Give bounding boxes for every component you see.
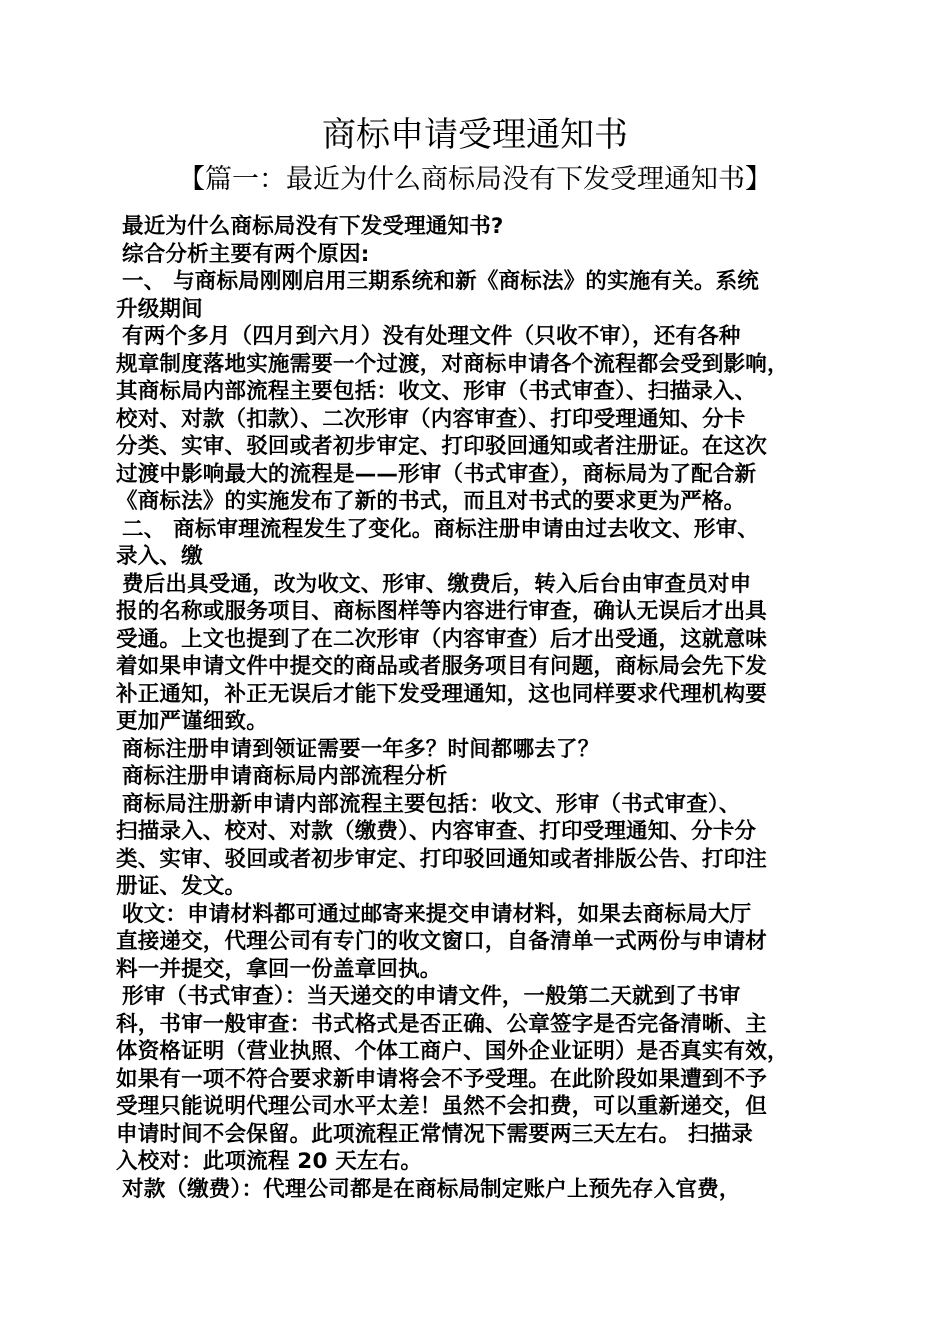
body-line: 费后出具受通，改为收文、形审、缴费后，转入后台由审查员对申 <box>122 571 752 597</box>
body-line: 如果有一项不符合要求新申请将会不予受理。在此阶段如果遭到不予 <box>116 1066 768 1092</box>
body-line: 报的名称或服务项目、商标图样等内容进行审查，确认无误后才出具 <box>116 599 768 624</box>
body-line: 形审（书式审查）：当天递交的申请文件，一般第二天就到了书审 <box>122 984 741 1009</box>
body-line: 二、 商标审理流程发生了变化。商标注册申请由过去收文、形审、 <box>122 516 759 542</box>
body-line: 收文：申请材料都可通过邮寄来提交申请材料，如果去商标局大厅 <box>122 901 752 927</box>
body-line: 料一并提交，拿回一份盖章回执。 <box>116 956 442 982</box>
document-body <box>116 213 856 1203</box>
body-line: 科，书审一般审查：书式格式是否正确、公章签字是否完备清晰、主 <box>116 1011 768 1037</box>
body-line: 规章制度落地实施需要一个过渡，对商标申请各个流程都会受到影响， <box>116 351 789 377</box>
body-line: 分类、实审、驳回或者初步审定、打印驳回通知或者注册证。在这次 <box>116 434 768 459</box>
body-line: 对款（缴费）：代理公司都是在商标局制定账户上预先存入官费， <box>122 1176 741 1202</box>
body-line: 受通。上文也提到了在二次形审（内容审查）后才出受通，这就意味 <box>116 626 768 652</box>
body-line: 过渡中影响最大的流程是——形审（书式审查），商标局为了配合新 <box>116 461 757 487</box>
body-line: 直接递交，代理公司有专门的收文窗口，自备清单一式两份与申请材 <box>116 929 768 954</box>
body-line: 类、实审、驳回或者初步审定、打印驳回通知或者排版公告、打印注 <box>116 846 768 872</box>
body-line: 商标注册申请到领证需要一年多？时间都哪去了？ <box>122 736 600 762</box>
body-line: 录入、缴 <box>116 544 203 569</box>
document-title: 商标申请受理通知书 <box>322 115 628 155</box>
body-line: 着如果申请文件中提交的商品或者服务项目有问题，商标局会先下发 <box>116 654 768 679</box>
body-line: 册证、发文。 <box>116 874 247 899</box>
body-line: 有两个多月（四月到六月）没有处理文件（只收不审），还有各种 <box>122 324 741 349</box>
body-line: 升级期间 <box>116 296 203 322</box>
document-subtitle: 【篇一：最近为什么商标局没有下发受理通知书】 <box>178 164 772 195</box>
body-line: 申请时间不会保留。此项流程正常情况下需要两三天左右。 扫描录 <box>116 1121 753 1147</box>
body-line: 最近为什么商标局没有下发受理通知书? <box>122 214 504 239</box>
body-line: 受理只能说明代理公司水平太差！虽然不会扣费，可以重新递交，但 <box>116 1094 768 1119</box>
body-line: 《商标法》的实施发布了新的书式，而且对书式的要求更为严格。 <box>116 489 746 514</box>
body-line: 扫描录入、校对、对款（缴费）、内容审查、打印受理通知、分卡分 <box>116 819 757 844</box>
body-line: 商标注册申请商标局内部流程分析 <box>122 764 448 789</box>
body-line: 体资格证明（营业执照、个体工商户、国外企业证明）是否真实有效， <box>116 1039 789 1064</box>
body-line: 更加严谨细致。 <box>116 709 268 734</box>
body-line: 一、 与商标局刚刚启用三期系统和新《商标法》的实施有关。系统 <box>122 269 759 294</box>
body-line: 补正通知，补正无误后才能下发受理通知，这也同样要求代理机构要 <box>116 681 768 707</box>
body-line: 入校对：此项流程 20 天左右。 <box>116 1149 423 1174</box>
body-line: 商标局注册新申请内部流程主要包括：收文、形审（书式审查）、 <box>122 791 741 817</box>
body-line: 校对、对款（扣款）、二次形审（内容审查）、打印受理通知、分卡 <box>116 406 746 432</box>
body-line: 综合分析主要有两个原因: <box>122 241 370 267</box>
body-line: 其商标局内部流程主要包括：收文、形审（书式审查）、扫描录入、 <box>116 379 757 404</box>
